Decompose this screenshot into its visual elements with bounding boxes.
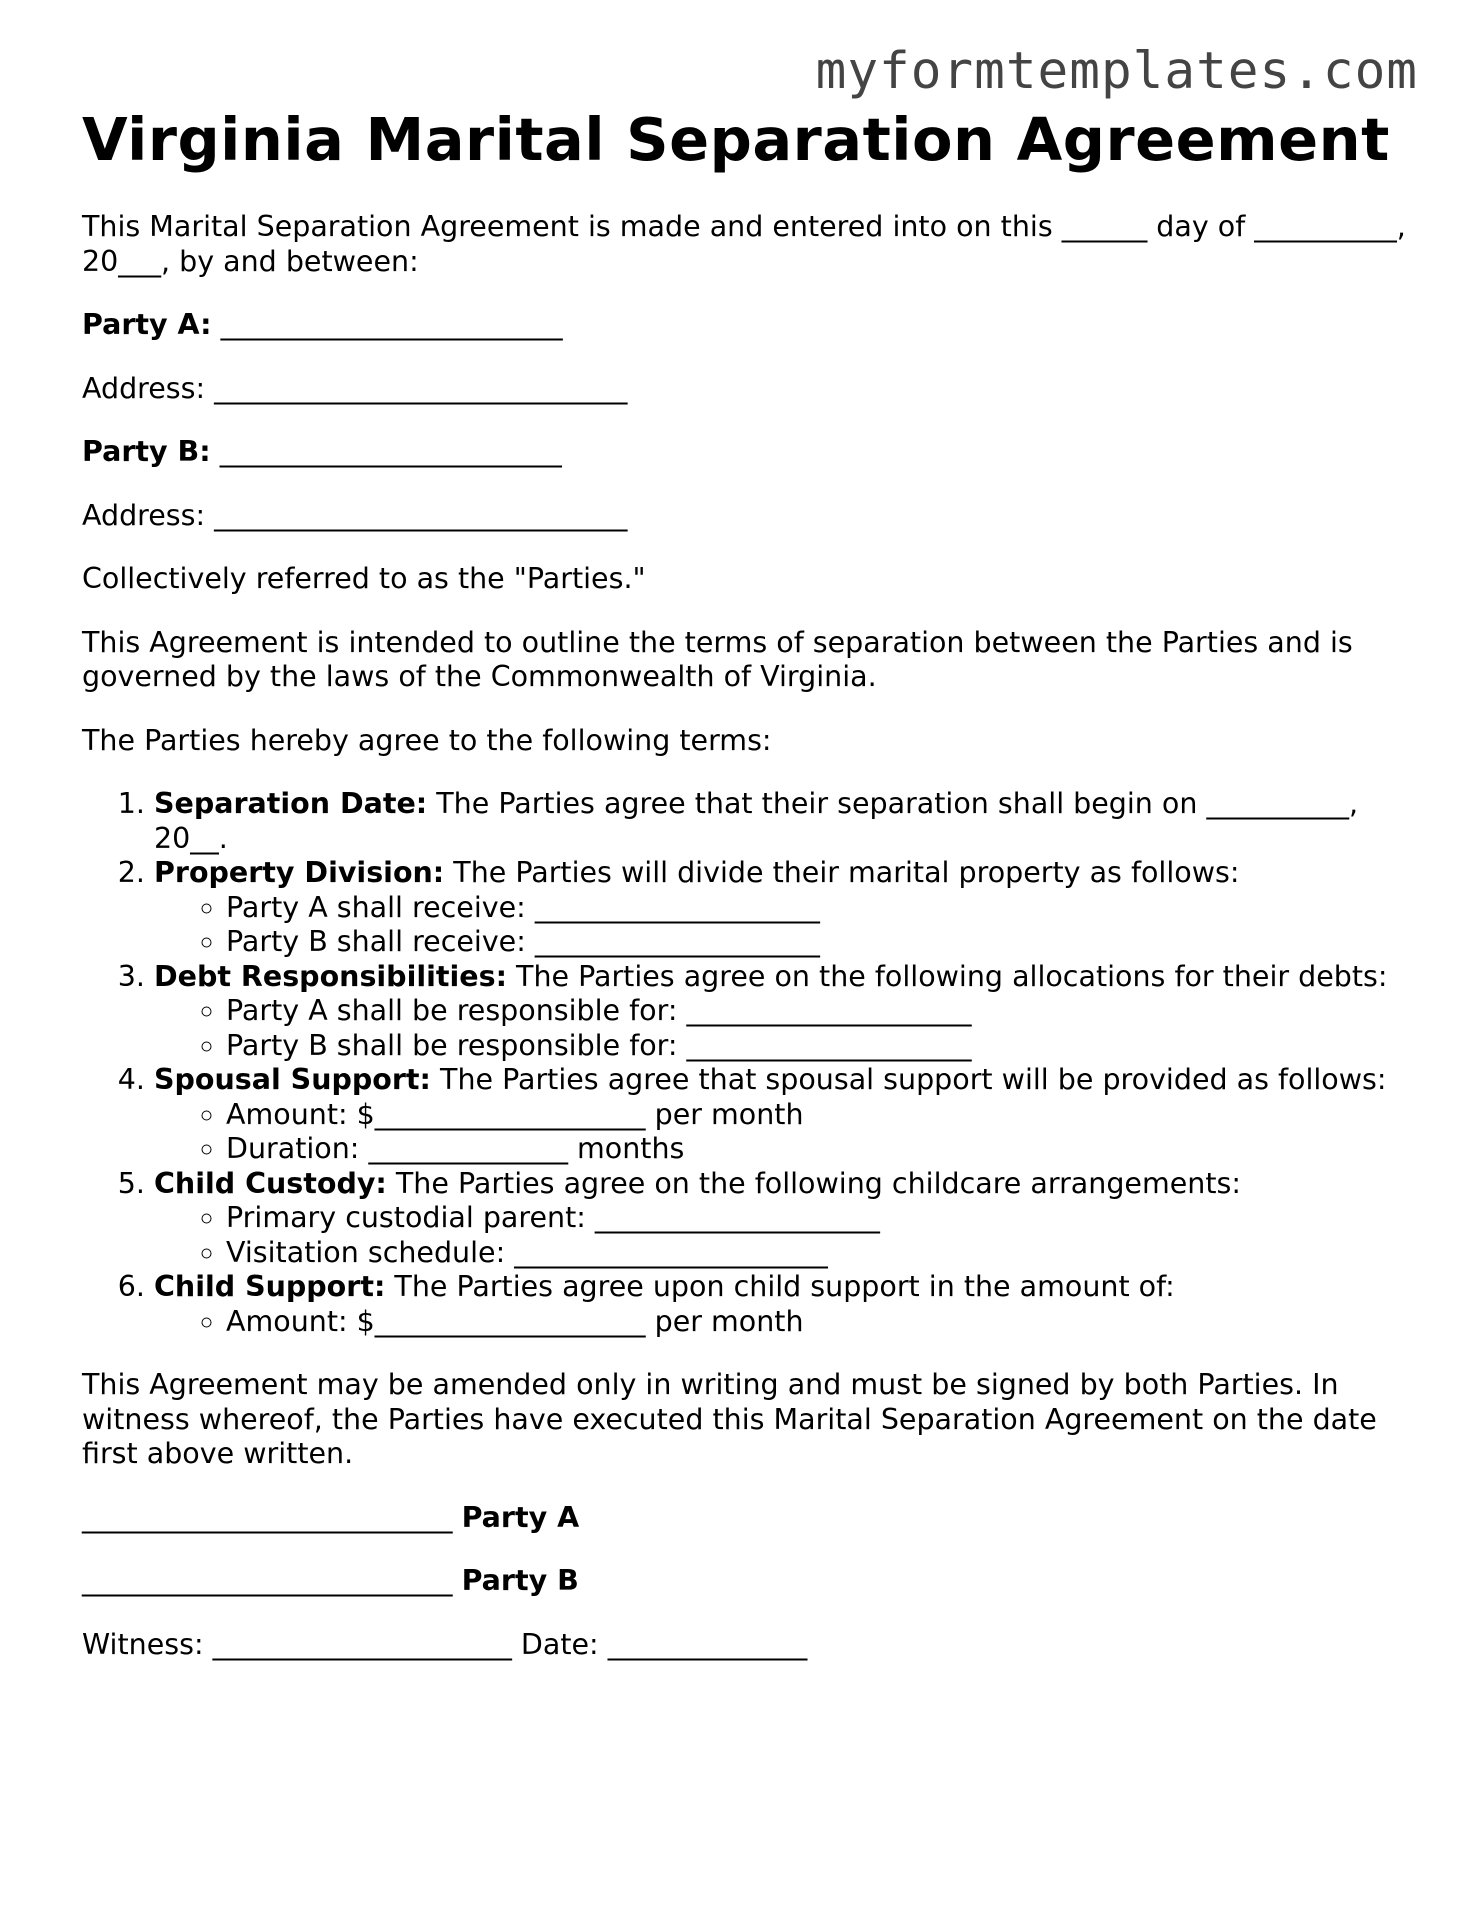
term-spousal-support bbox=[154, 1063, 1412, 1167]
term-text: The Parties agree upon child support in the amount of: bbox=[394, 1270, 1175, 1303]
term-sub-list bbox=[154, 994, 1412, 1063]
term-text: The Parties agree on the following childcare arrangements: bbox=[395, 1166, 1241, 1200]
sub-item: ◦ Party B shall receive: ____________________ bbox=[226, 925, 1412, 960]
intro-paragraph: This Marital Separation Agreement is made and entered into on this ______ day of __________, 20___, by and between: bbox=[82, 210, 1406, 278]
sub-item: ◦ Visitation schedule: ______________________ bbox=[226, 1236, 1412, 1271]
party-b-address-blank[interactable]: _____________________________ bbox=[214, 498, 628, 532]
sub-item: ◦ Party A shall be responsible for: ____________________ bbox=[226, 994, 1412, 1029]
terms-intro: The Parties hereby agree to the following terms: bbox=[82, 723, 772, 757]
term-separation-date bbox=[154, 787, 1412, 856]
date-line[interactable]: ______________ bbox=[607, 1627, 808, 1661]
witness-row bbox=[82, 1628, 1412, 1663]
party-b-address-field bbox=[82, 499, 1412, 534]
terms-list bbox=[82, 787, 1412, 1339]
term-heading: Spousal Support: bbox=[154, 1063, 431, 1096]
term-sub-list bbox=[154, 1098, 1412, 1167]
party-a-address-label: Address: bbox=[82, 371, 206, 405]
party-a-address-blank[interactable]: _____________________________ bbox=[214, 371, 628, 405]
term-heading: Child Custody: bbox=[154, 1166, 387, 1200]
witness-label: Witness: bbox=[82, 1627, 204, 1661]
term-heading: Debt Responsibilities: bbox=[154, 959, 507, 993]
term-text: The Parties agree that spousal support will be provided as follows: bbox=[440, 1063, 1387, 1096]
term-heading: Child Support: bbox=[154, 1270, 386, 1303]
party-b-blank[interactable]: ________________________ bbox=[219, 435, 562, 468]
party-a-label: Party A: bbox=[82, 308, 212, 341]
party-a-address-field bbox=[82, 372, 1412, 407]
signature-label-party-b: Party B bbox=[461, 1564, 579, 1597]
party-b-address-label: Address: bbox=[82, 498, 206, 532]
term-text: The Parties agree on the following allocations for their debts: bbox=[516, 959, 1388, 993]
party-a-field bbox=[82, 308, 1412, 343]
document-page bbox=[82, 104, 1412, 1662]
signature-party-b bbox=[82, 1564, 1412, 1599]
signature-line[interactable]: __________________________ bbox=[82, 1564, 453, 1597]
term-sub-list bbox=[154, 1305, 1412, 1340]
signature-line[interactable]: __________________________ bbox=[82, 1500, 453, 1534]
date-label: Date: bbox=[520, 1627, 599, 1661]
term-text: The Parties will divide their marital property as follows: bbox=[453, 856, 1240, 889]
term-child-support bbox=[154, 1270, 1412, 1339]
party-b-field bbox=[82, 435, 1412, 470]
document-body bbox=[82, 210, 1412, 1662]
witness-line[interactable]: _____________________ bbox=[212, 1627, 512, 1661]
signature-party-a bbox=[82, 1501, 1412, 1536]
term-sub-list bbox=[154, 891, 1412, 960]
closing-paragraph: This Agreement may be amended only in writing and must be signed by both Parties. In witness whereof, the Parties have executed this Marital Separation Agreement on the date first above written. bbox=[82, 1368, 1377, 1470]
watermark-text: myformtemplates.com bbox=[815, 42, 1418, 101]
term-child-custody bbox=[154, 1167, 1412, 1271]
sub-item: ◦ Primary custodial parent: ____________________ bbox=[226, 1201, 1412, 1236]
sub-item: ◦ Party B shall be responsible for: ____________________ bbox=[226, 1029, 1412, 1064]
sub-item: ◦ Party A shall receive: ____________________ bbox=[226, 891, 1412, 926]
sub-item: ◦ Duration: ______________ months bbox=[226, 1132, 1412, 1167]
party-b-label: Party B: bbox=[82, 435, 211, 468]
sub-item: ◦ Amount: $___________________ per month bbox=[226, 1098, 1412, 1133]
purpose-paragraph: This Agreement is intended to outline the terms of separation between the Parties and is governed by the laws of the Commonwealth of Virginia. bbox=[82, 625, 1353, 693]
signature-label-party-a: Party A bbox=[461, 1500, 580, 1534]
party-a-blank[interactable]: ________________________ bbox=[220, 308, 563, 341]
term-sub-list bbox=[154, 1201, 1412, 1270]
term-heading: Property Division: bbox=[154, 856, 445, 889]
term-text: The Parties agree that their separation shall begin on __________, 20__. bbox=[154, 787, 1359, 855]
term-property-division bbox=[154, 856, 1412, 960]
page-title: Virginia Marital Separation Agreement bbox=[82, 105, 1390, 174]
term-heading: Separation Date: bbox=[154, 787, 428, 820]
term-debt-responsibilities bbox=[154, 960, 1412, 1064]
collectively-paragraph: Collectively referred to as the "Parties." bbox=[82, 562, 646, 595]
sub-item: ◦ Amount: $___________________ per month bbox=[226, 1305, 1412, 1340]
